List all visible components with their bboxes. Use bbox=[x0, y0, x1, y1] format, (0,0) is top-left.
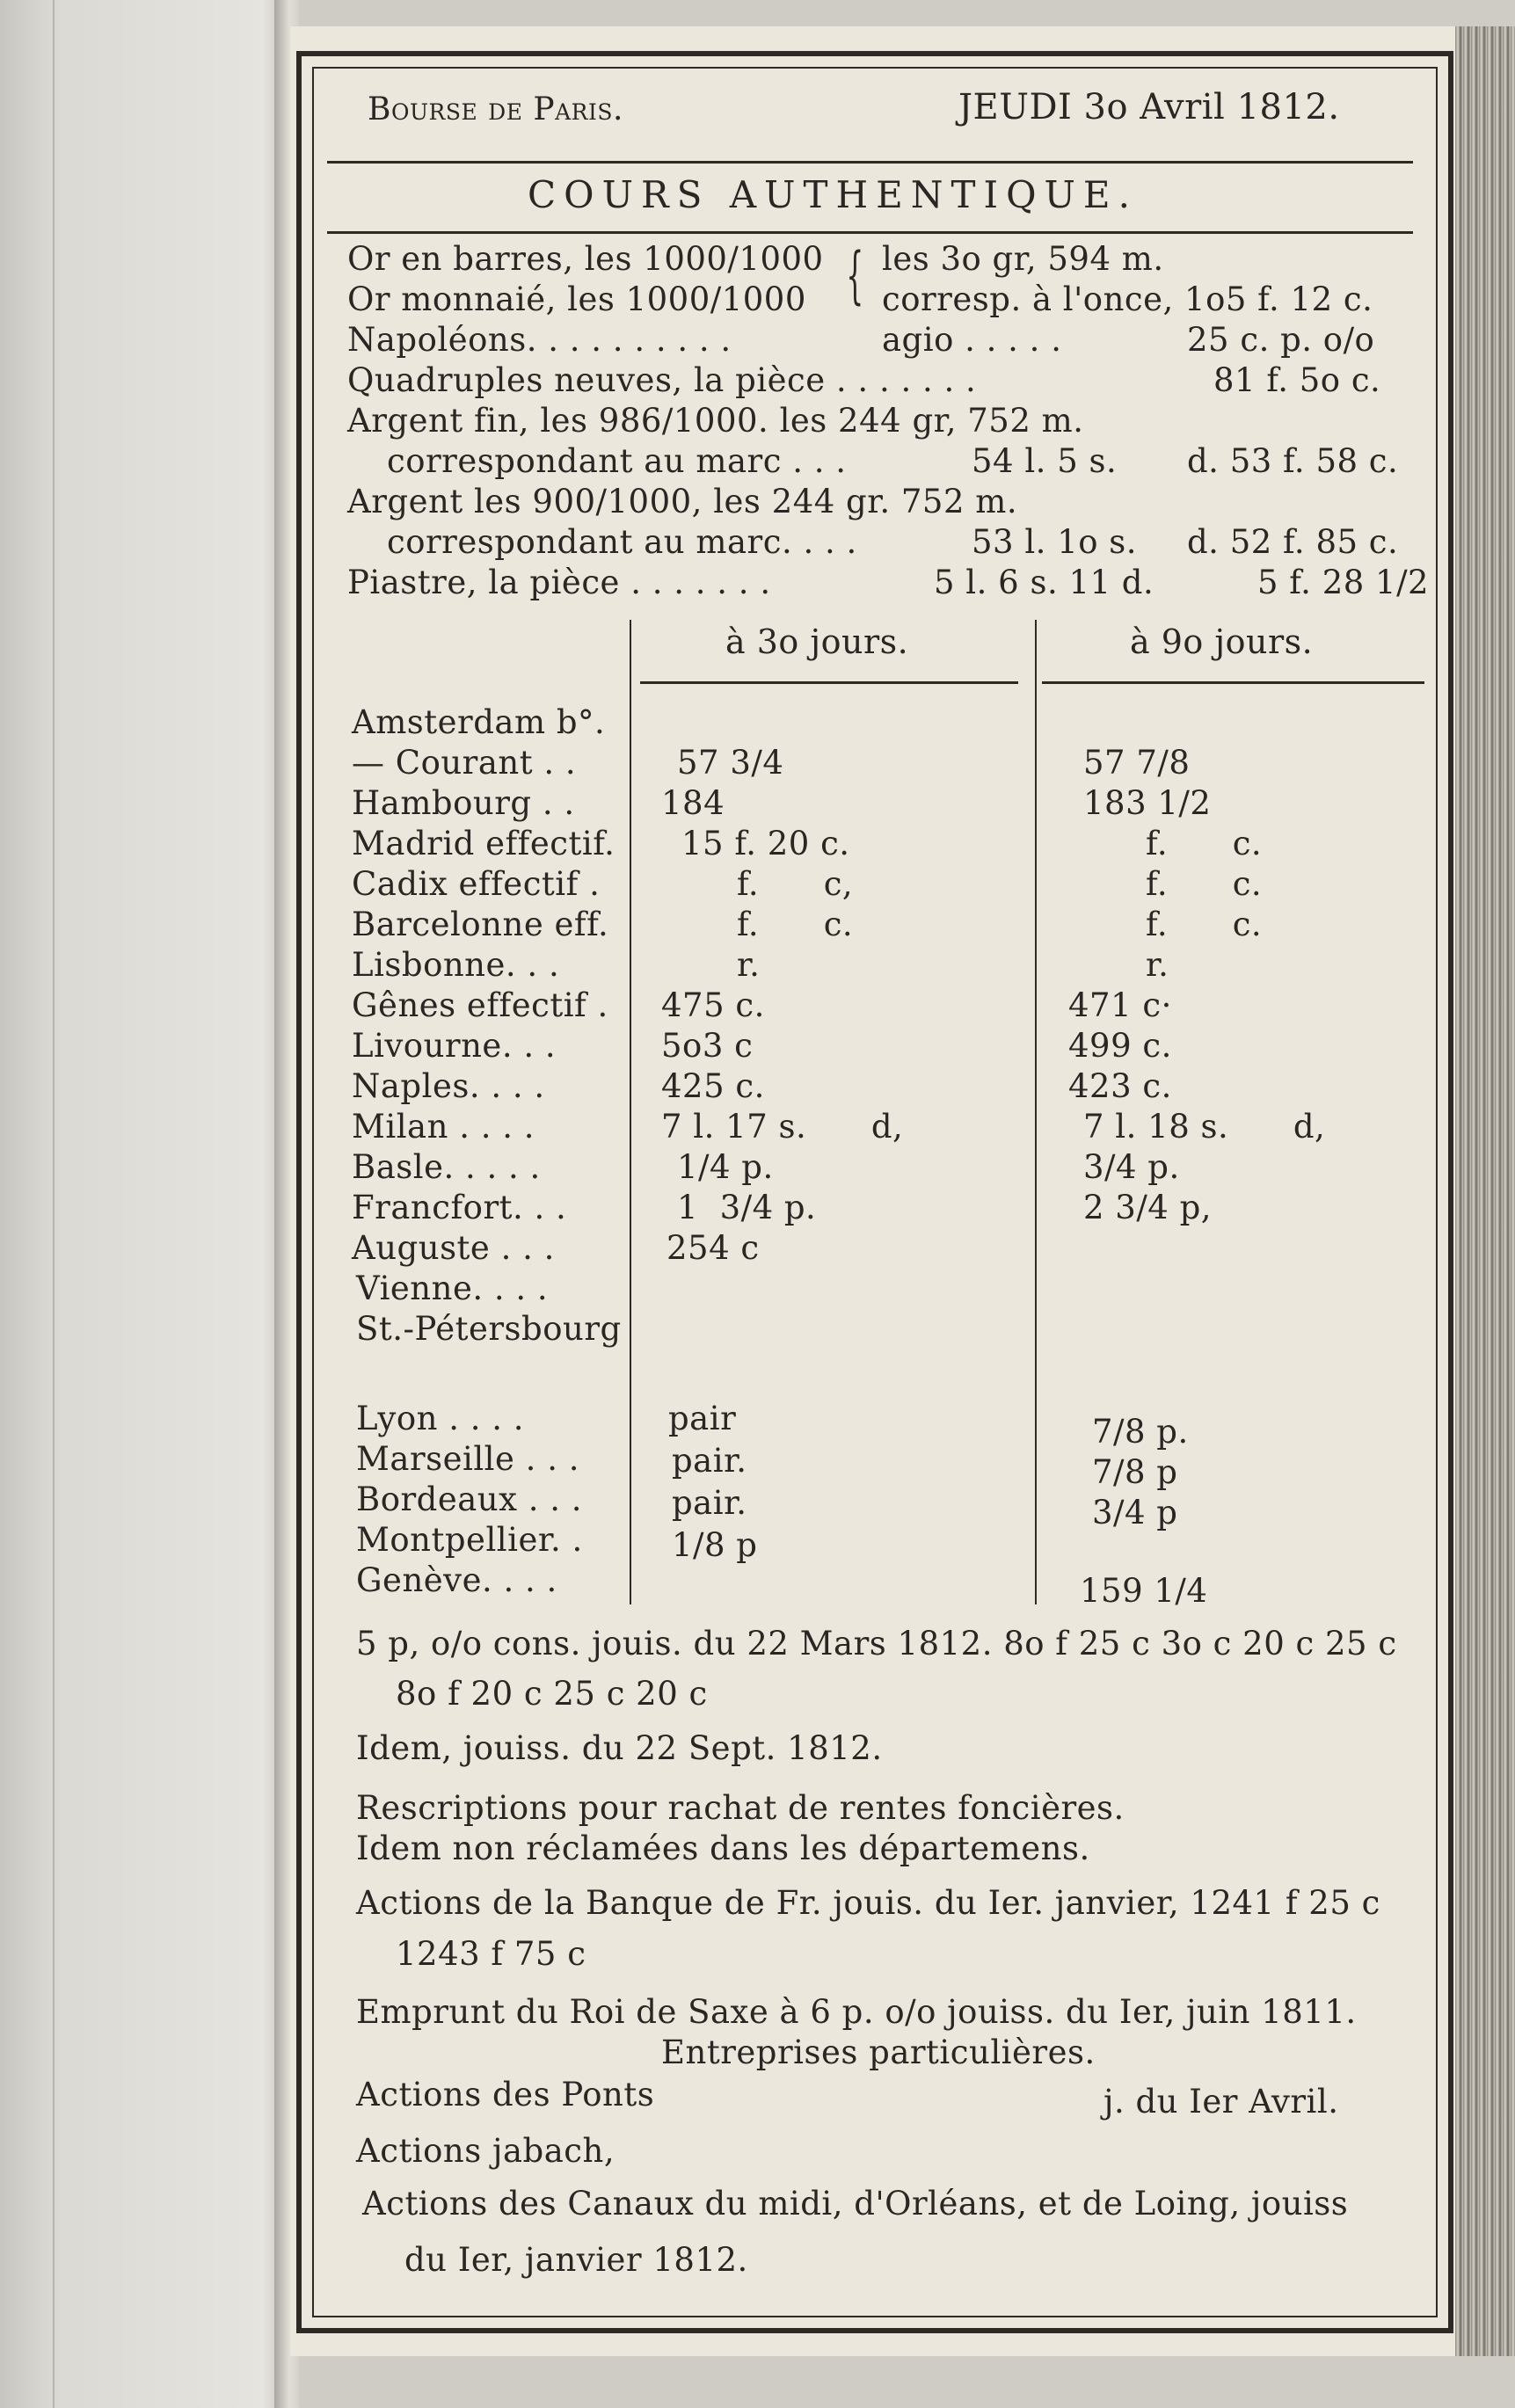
rate-90-days: 7/8 p. bbox=[1092, 1413, 1189, 1451]
metal-line-9: Piastre, la pièce . . . . . . . bbox=[347, 564, 771, 601]
column-header-rule-30 bbox=[640, 681, 1018, 684]
place-name: Madrid effectif. bbox=[352, 825, 615, 862]
header-left: Bourse de Paris. bbox=[368, 91, 623, 127]
place-name: Genève. . . . bbox=[356, 1561, 557, 1599]
rate-30-days: f. c. bbox=[737, 906, 854, 943]
emprunt-line: Emprunt du Roi de Saxe à 6 p. o/o jouiss. du Ier, juin 1811. bbox=[356, 1993, 1357, 2031]
place-name: Francfort. . . bbox=[352, 1189, 567, 1226]
metal-line-9-value: 5 f. 28 1/2 bbox=[1257, 564, 1430, 601]
rate-30-days: r. bbox=[737, 946, 761, 984]
rate-30-days: 1 3/4 p. bbox=[677, 1189, 817, 1226]
canaux-line: Actions des Canaux du midi, d'Orléans, et de Loing, jouiss bbox=[362, 2185, 1349, 2222]
rate-90-days: 471 c· bbox=[1068, 986, 1172, 1024]
rescriptions-line: Rescriptions pour rachat de rentes foncières. bbox=[356, 1789, 1125, 1827]
page-edges bbox=[1455, 26, 1515, 2356]
rate-30-days: 1/8 p bbox=[672, 1526, 758, 1564]
rate-90-days: 7/8 p bbox=[1092, 1453, 1178, 1491]
metal-line-3-agio: agio . . . . . bbox=[882, 321, 1062, 359]
rentes-line-continued: 8o f 20 c 25 c 20 c bbox=[396, 1675, 708, 1713]
place-name: Amsterdam b°. bbox=[352, 703, 606, 741]
rate-90-days: 3/4 p. bbox=[1083, 1148, 1180, 1186]
place-name: Gênes effectif . bbox=[352, 986, 608, 1024]
rate-30-days: 7 l. 17 s. d, bbox=[661, 1108, 904, 1146]
metal-line-6-value: d. 53 f. 58 c. bbox=[1187, 442, 1399, 480]
rentes-line: 5 p, o/o cons. jouis. du 22 Mars 1812. 8o f 25 c 3o c 20 c 25 c bbox=[356, 1625, 1397, 1662]
rate-30-days: f. c, bbox=[737, 865, 854, 903]
rate-90-days: f. c. bbox=[1146, 906, 1263, 943]
place-name: Barcelonne eff. bbox=[352, 906, 609, 943]
place-name: Milan . . . . bbox=[352, 1108, 535, 1146]
place-name: — Courant . . bbox=[352, 744, 577, 782]
left-page-edge bbox=[53, 0, 55, 2408]
place-name: St.-Pétersbourg bbox=[356, 1310, 622, 1348]
metal-line-1: Or en barres, les 1000/1000 bbox=[347, 240, 824, 278]
column-divider-left bbox=[630, 620, 631, 1604]
rate-30-days: 425 c. bbox=[661, 1067, 765, 1105]
place-name: Vienne. . . . bbox=[356, 1269, 549, 1307]
rate-30-days: 254 c bbox=[666, 1229, 760, 1267]
rate-30-days: 475 c. bbox=[661, 986, 765, 1024]
rate-90-days: 183 1/2 bbox=[1083, 784, 1212, 822]
rate-30-days: pair bbox=[668, 1400, 737, 1437]
place-name: Lisbonne. . . bbox=[352, 946, 560, 984]
rate-30-days: 5o3 c bbox=[661, 1027, 754, 1065]
place-name: Naples. . . . bbox=[352, 1067, 545, 1105]
rate-30-days: pair. bbox=[672, 1484, 747, 1522]
metal-line-3-value: 25 c. p. o/o bbox=[1187, 321, 1375, 359]
rate-90-days: f. c. bbox=[1146, 865, 1263, 903]
column-header-30-days: à 3o jours. bbox=[725, 622, 909, 661]
rate-30-days: pair. bbox=[672, 1442, 747, 1480]
rate-90-days: 3/4 p bbox=[1092, 1494, 1178, 1531]
metal-line-5: Argent fin, les 986/1000. les 244 gr, 752 m. bbox=[347, 402, 1084, 440]
header-date: JEUDI 3o Avril 1812. bbox=[958, 87, 1340, 127]
metal-line-8-value: d. 52 f. 85 c. bbox=[1187, 523, 1399, 561]
idem-line: Idem, jouiss. du 22 Sept. 1812. bbox=[356, 1729, 883, 1767]
canaux-line-continued: du Ier, janvier 1812. bbox=[404, 2241, 748, 2279]
place-name: Lyon . . . . bbox=[356, 1400, 525, 1437]
column-header-rule-90 bbox=[1042, 681, 1424, 684]
metal-line-4-value: 81 f. 5o c. bbox=[1213, 361, 1381, 399]
metal-line-4: Quadruples neuves, la pièce . . . . . . . bbox=[347, 361, 977, 399]
metal-line-6: correspondant au marc . . . bbox=[387, 442, 847, 480]
rate-30-days: 184 bbox=[661, 784, 725, 822]
page-title: COURS AUTHENTIQUE. bbox=[528, 173, 1138, 216]
rate-90-days: f. c. bbox=[1146, 825, 1263, 862]
rate-90-days: 7 l. 18 s. d, bbox=[1083, 1108, 1326, 1146]
metal-line-8-livres: 53 l. 1o s. bbox=[972, 523, 1138, 561]
metal-line-2-value: corresp. à l'once, 1o5 f. 12 c. bbox=[882, 280, 1373, 318]
banque-line: Actions de la Banque de Fr. jouis. du Ier. janvier, 1241 f 25 c bbox=[356, 1884, 1380, 1922]
rate-90-days: 423 c. bbox=[1068, 1067, 1172, 1105]
column-divider-right bbox=[1035, 620, 1037, 1604]
rate-30-days: 1/4 p. bbox=[677, 1148, 774, 1186]
metal-line-8: correspondant au marc. . . . bbox=[387, 523, 857, 561]
rate-90-days: r. bbox=[1146, 946, 1169, 984]
metal-line-2: Or monnaié, les 1000/1000 bbox=[347, 280, 806, 318]
metal-line-1-value: les 3o gr, 594 m. bbox=[882, 240, 1164, 278]
title-rule bbox=[327, 231, 1413, 234]
banque-line-continued: 1243 f 75 c bbox=[396, 1935, 586, 1973]
rate-90-days: 499 c. bbox=[1068, 1027, 1172, 1065]
rate-30-days: 15 f. 20 c. bbox=[681, 825, 850, 862]
place-name: Hambourg . . bbox=[352, 784, 575, 822]
ponts-date: j. du Ier Avril. bbox=[1103, 2083, 1339, 2121]
rate-90-days: 2 3/4 p, bbox=[1083, 1189, 1213, 1226]
place-name: Auguste . . . bbox=[352, 1229, 555, 1267]
rate-30-days: 57 3/4 bbox=[677, 744, 784, 782]
metal-line-6-livres: 54 l. 5 s. bbox=[972, 442, 1118, 480]
brace-symbol: { bbox=[846, 239, 864, 311]
column-header-90-days: à 9o jours. bbox=[1130, 622, 1314, 661]
left-page-fragment bbox=[0, 0, 290, 2408]
metal-line-7: Argent les 900/1000, les 244 gr. 752 m. bbox=[347, 483, 1018, 520]
idem-departments-line: Idem non réclamées dans les départemens. bbox=[356, 1830, 1090, 1867]
ponts-line: Actions des Ponts bbox=[356, 2076, 655, 2113]
place-name: Montpellier. . bbox=[356, 1521, 583, 1559]
metal-line-9-livres: 5 l. 6 s. 11 d. bbox=[934, 564, 1154, 601]
place-name: Bordeaux . . . bbox=[356, 1480, 583, 1518]
metal-line-3: Napoléons. . . . . . . . . . bbox=[347, 321, 732, 359]
jabach-line: Actions jabach, bbox=[356, 2132, 615, 2170]
place-name: Basle. . . . . bbox=[352, 1148, 541, 1186]
place-name: Marseille . . . bbox=[356, 1440, 579, 1478]
entreprises-heading: Entreprises particulières. bbox=[661, 2033, 1096, 2071]
rate-90-days: 159 1/4 bbox=[1080, 1572, 1208, 1610]
place-name: Cadix effectif . bbox=[352, 865, 601, 903]
place-name: Livourne. . . bbox=[352, 1027, 557, 1065]
rate-90-days: 57 7/8 bbox=[1083, 744, 1191, 782]
header-rule bbox=[327, 161, 1413, 164]
